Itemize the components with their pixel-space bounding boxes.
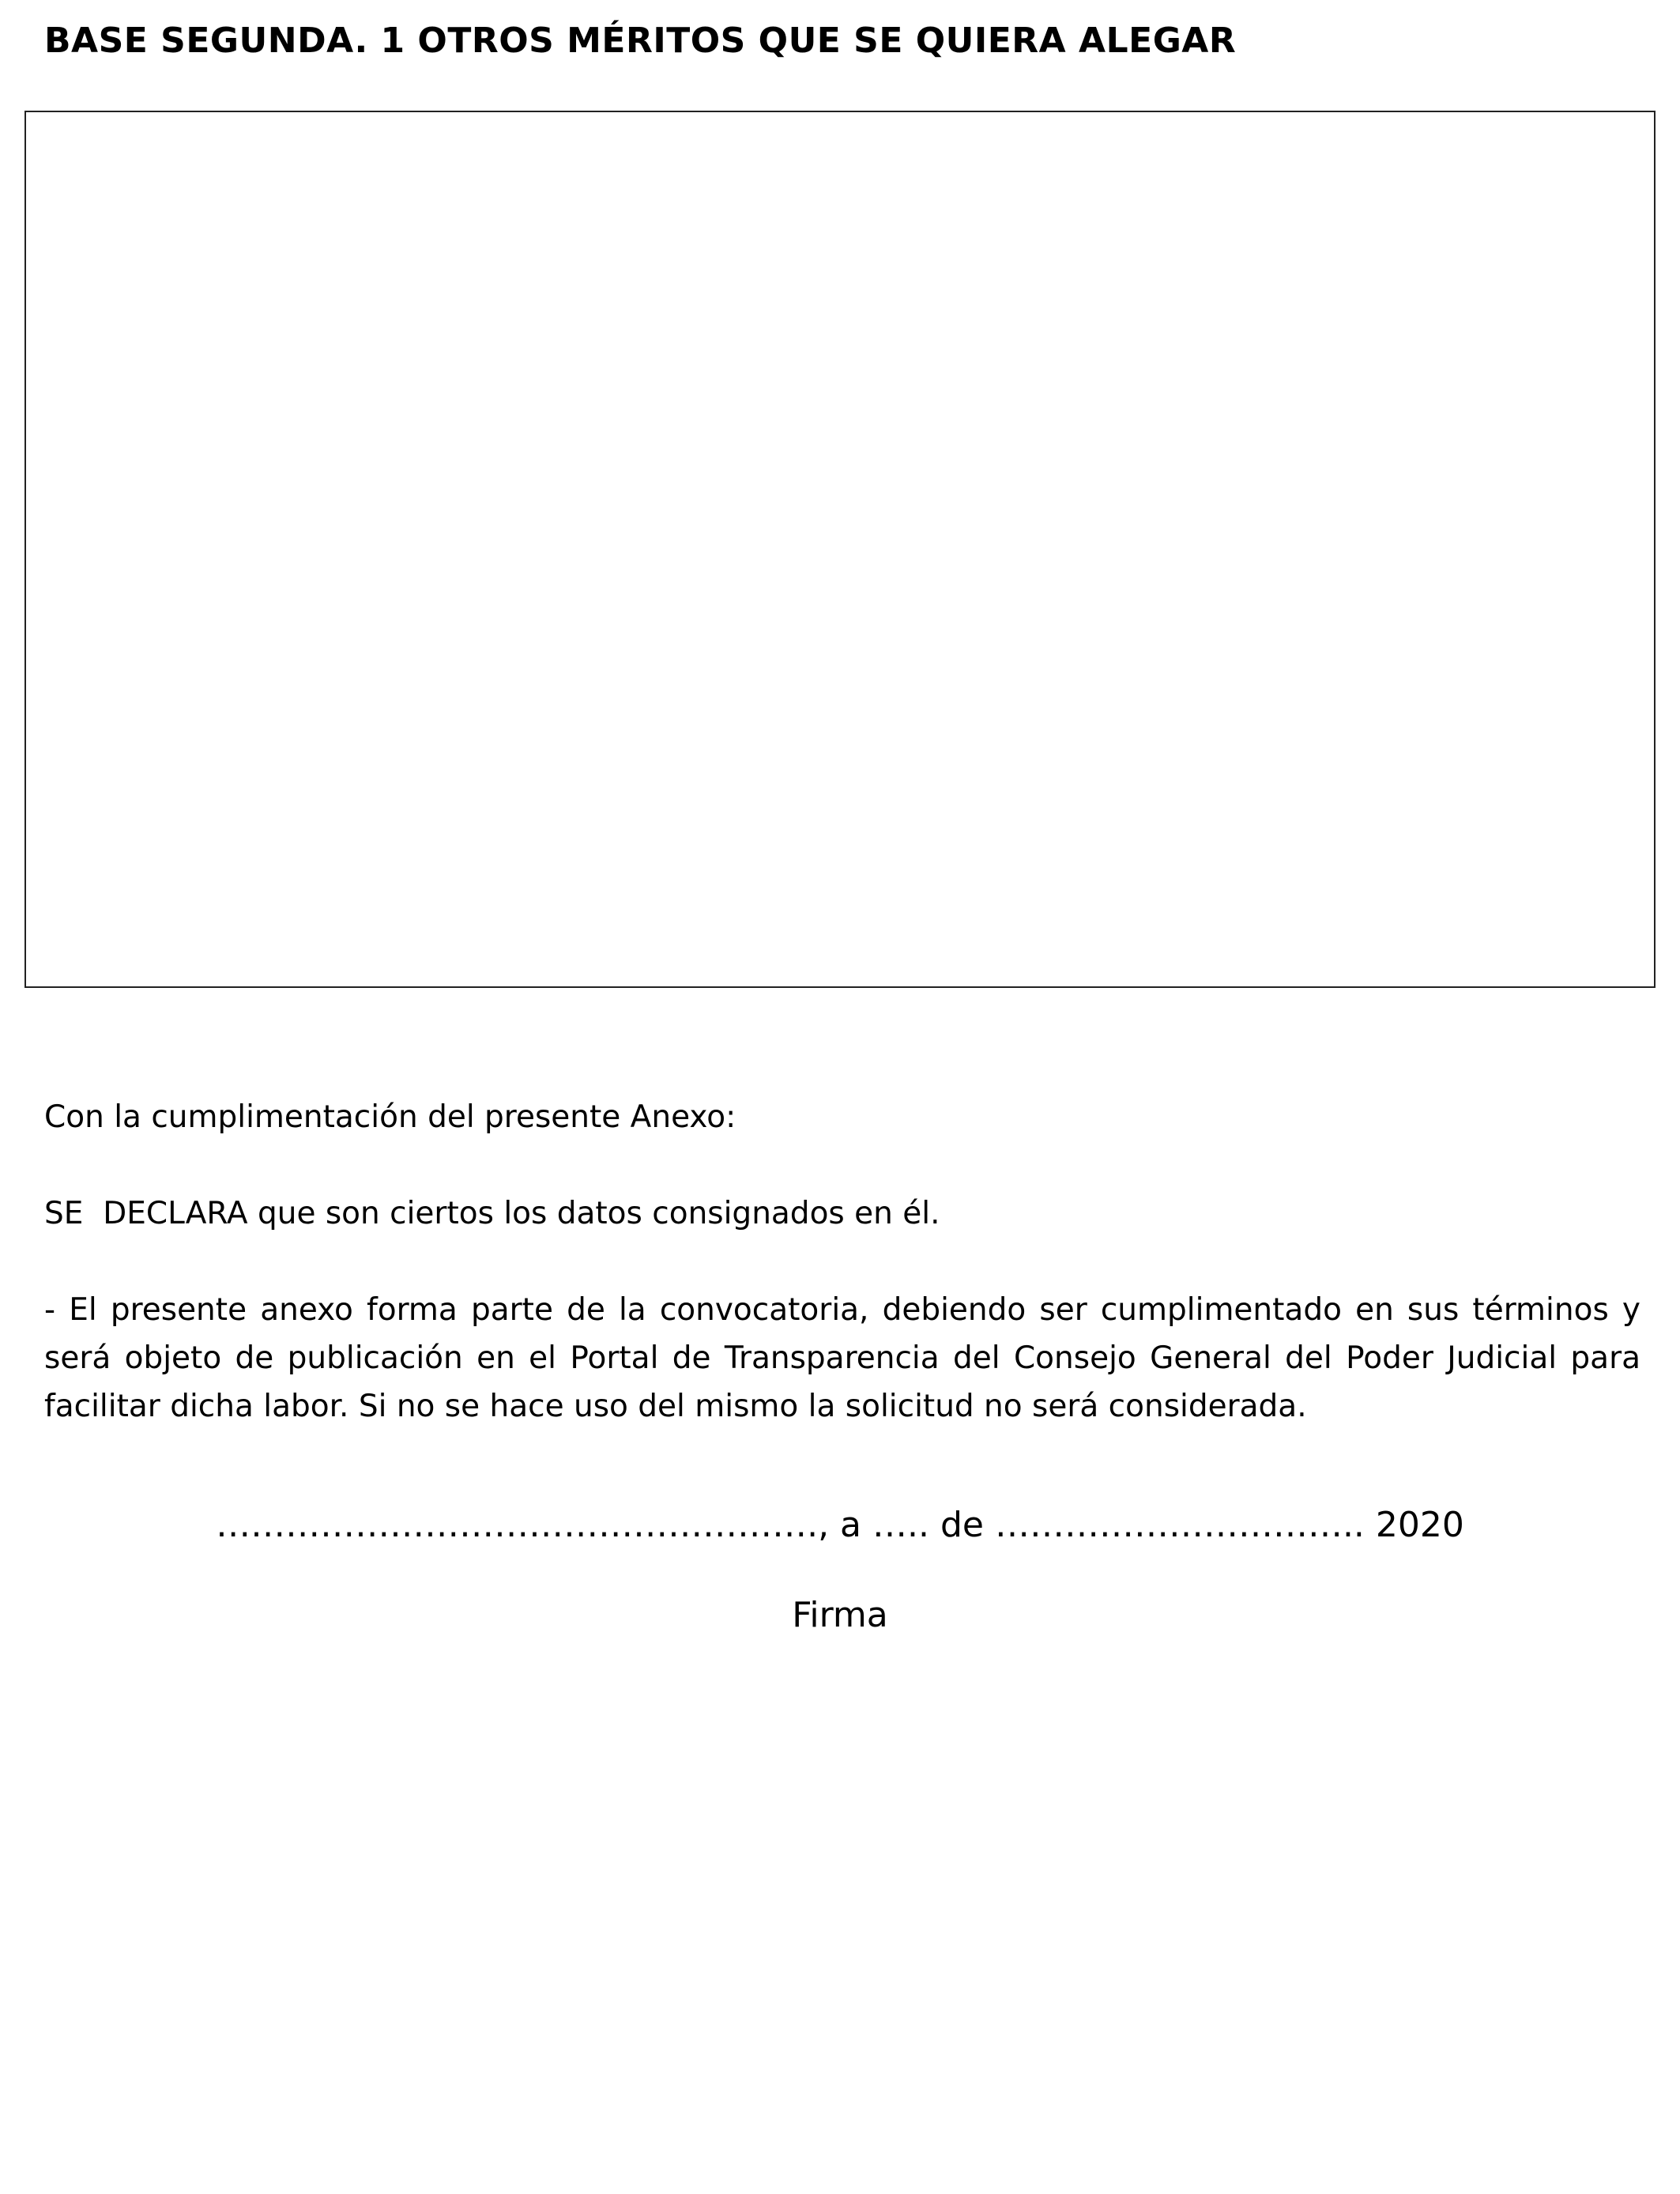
notice-paragraph: - El presente anexo forma parte de la convocatoria, debiendo ser cumplimentado en sus términos y será objeto de publicación en el Portal de Transparencia del Consejo General del Poder Judicial para facilitar dicha labor. Si no se hace uso del mismo la solicitud no será considerada. bbox=[44, 1292, 1640, 1424]
merits-entry-box[interactable] bbox=[24, 111, 1656, 988]
intro-text: Con la cumplimentación del presente Anexo: bbox=[44, 1099, 736, 1135]
declaration-text: SE DECLARA que son ciertos los datos consignados en él. bbox=[44, 1196, 940, 1231]
signature-label: Firma bbox=[792, 1595, 888, 1635]
place-date-line: ……………………………………………., a ….. de ………………………….. 2020 bbox=[216, 1505, 1464, 1545]
page-title: BASE SEGUNDA. 1 OTROS MÉRITOS QUE SE QUIERA ALEGAR bbox=[44, 21, 1237, 61]
